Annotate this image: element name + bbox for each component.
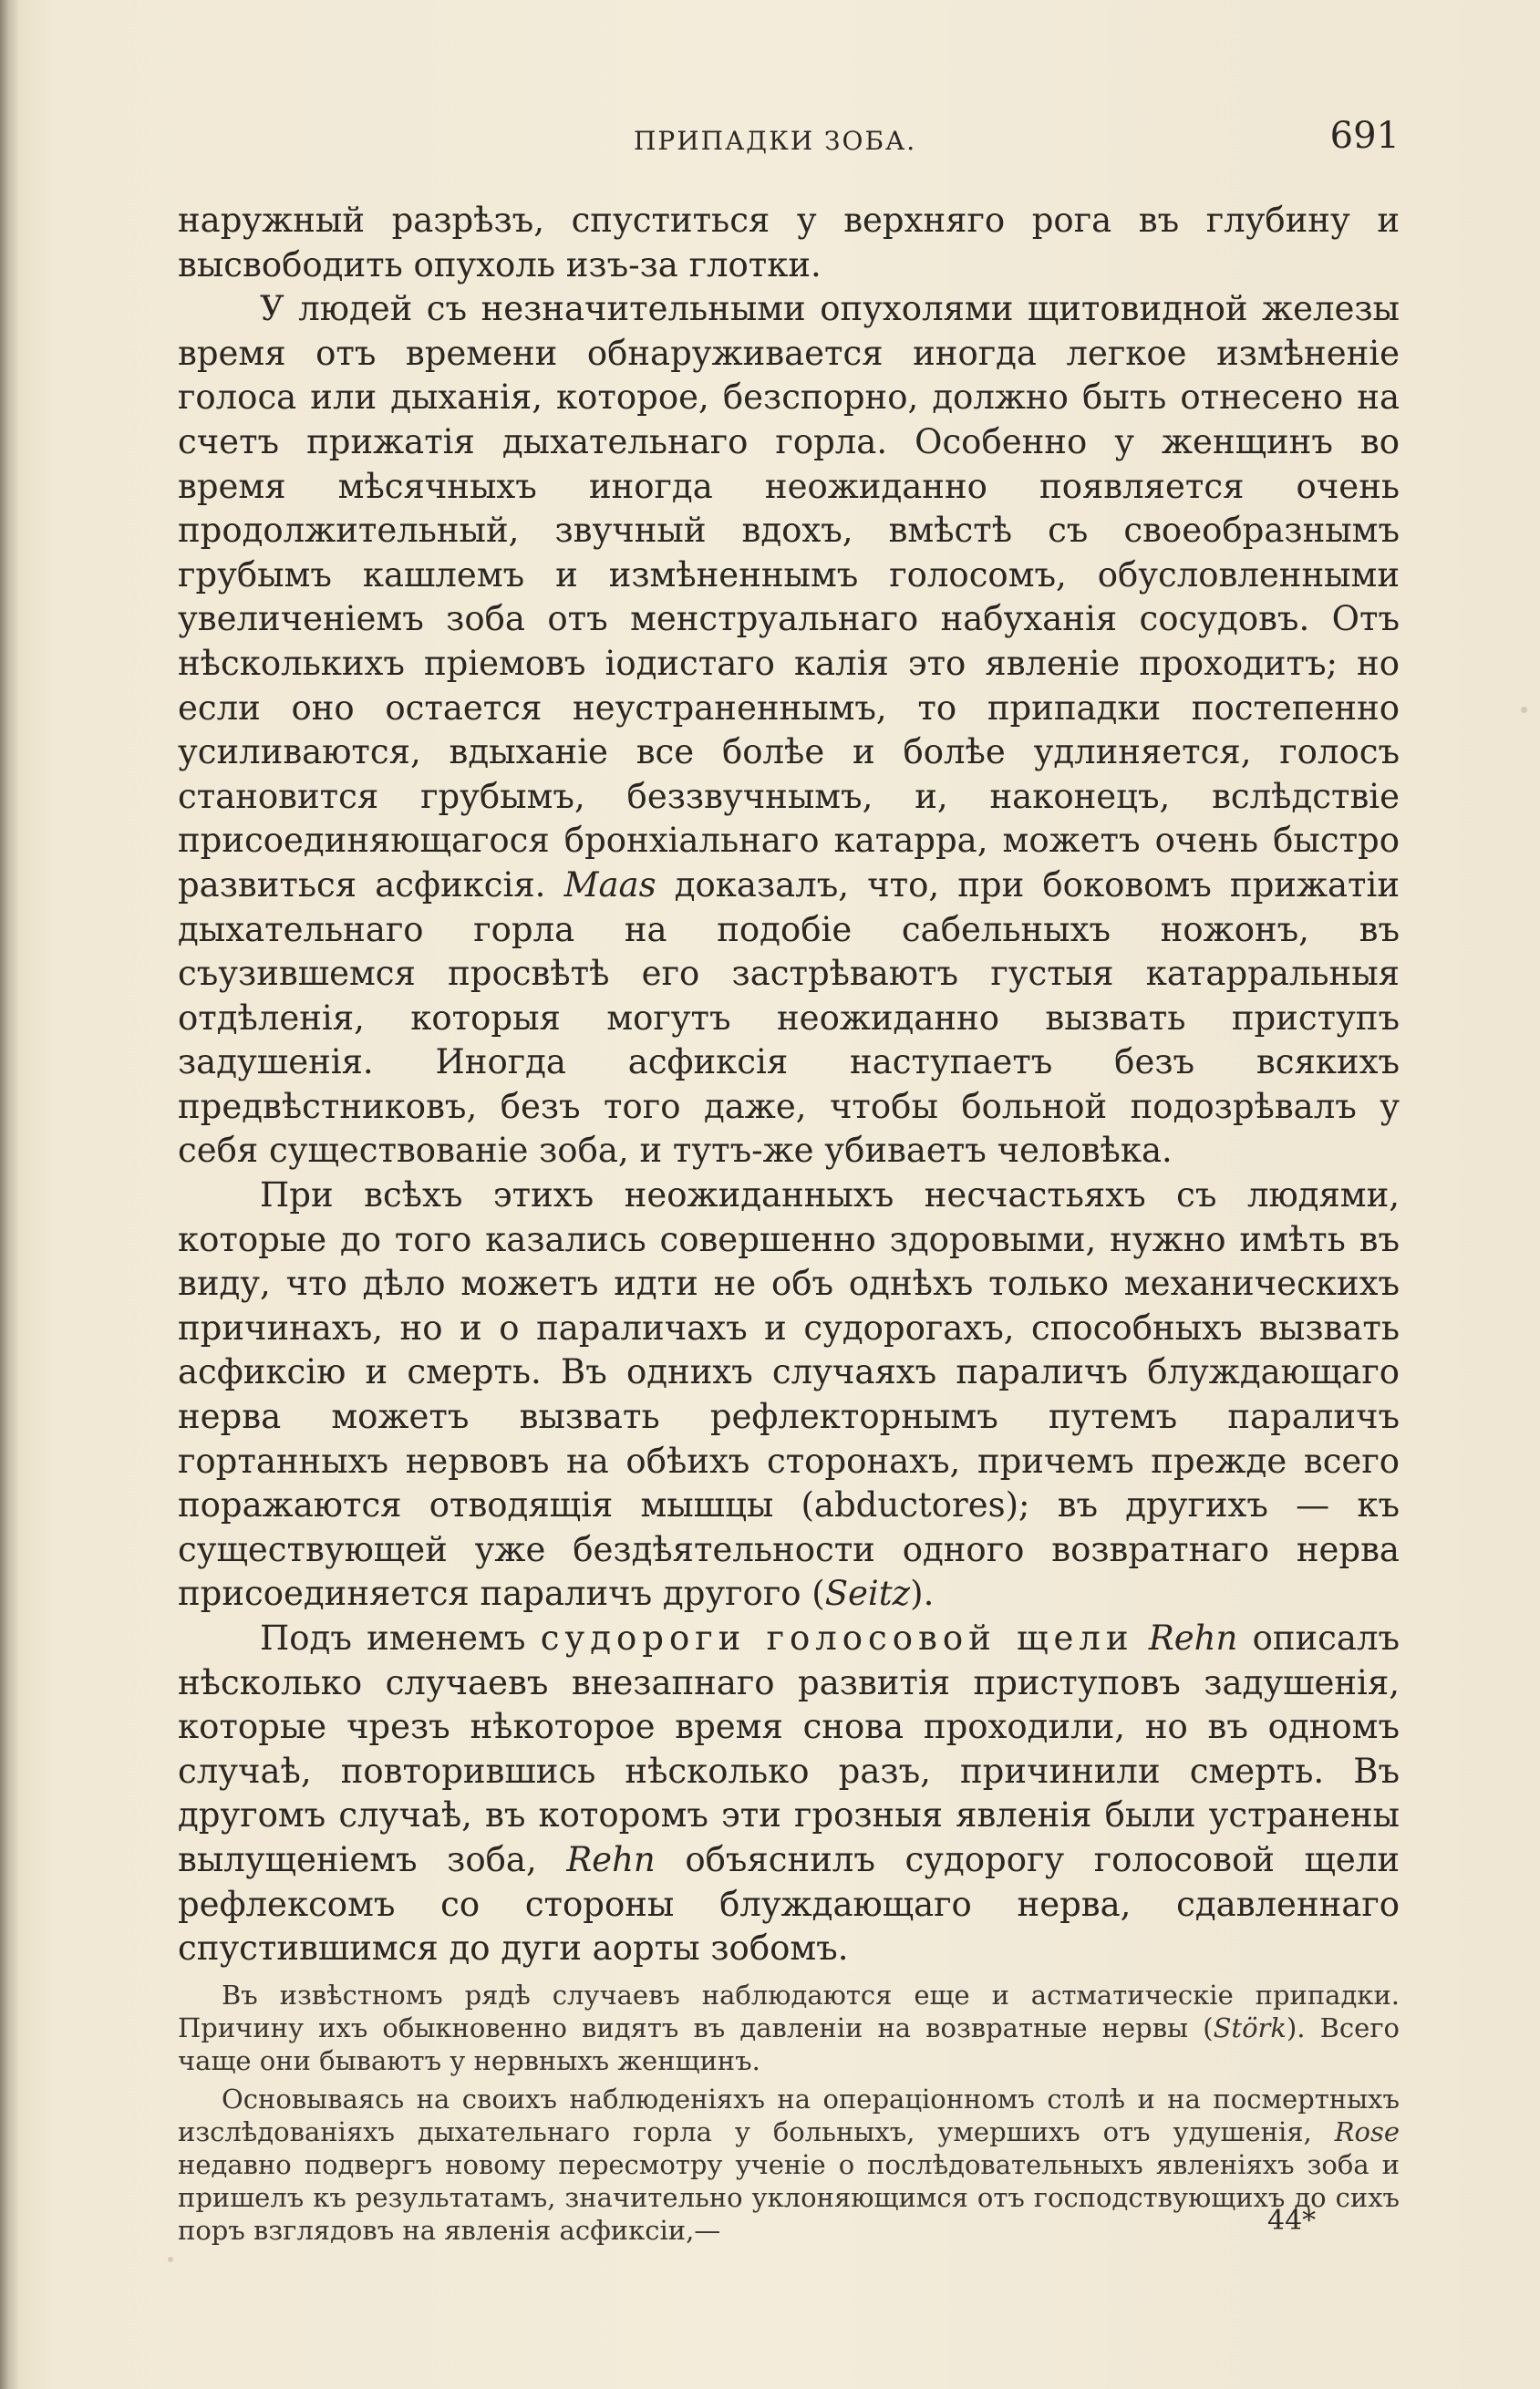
note-1-text: Въ извѣстномъ рядѣ случаевъ наблюдаются еще и астматическіе припадки. Причину ихъ обыкновенно видятъ въ давленіи на возвратные нервы (	[178, 1980, 1400, 2043]
paper-spot	[168, 2257, 173, 2262]
author-name-rehn-2: Rehn	[566, 1839, 656, 1879]
signature-mark: 44*	[1267, 2205, 1317, 2237]
paragraph-3-tail: ).	[910, 1574, 935, 1614]
paragraph-2-text: У людей съ незначительными опухолями щитовидной железы время отъ времени обнаруживается иногда легкое измѣненіе голоса или дыханія, которое, безспорно, должно быть отнесено на счетъ прижатія дыхательнаго горла. Особенно у женщинъ во время мѣсячныхъ иногда неожиданно появляется очень продолжительный, звучный вдохъ, вмѣстѣ съ своеобразнымъ грубымъ кашлемъ и измѣненнымъ голосомъ, обусловленными увеличеніемъ зоба отъ менструальнаго набуханія сосудовъ. Отъ нѣсколькихъ пріемовъ іодистаго калія это явленіе проходитъ; но если оно остается неустраненнымъ, то припадки постепенно усиливаются, вдыханіе все болѣе и болѣе удлиняется, голосъ становится грубымъ, беззвучнымъ, и, наконецъ, вслѣдствіе присоединяющагося бронхіальнаго катарра, можетъ очень быстро развиться асфиксія.	[178, 289, 1400, 905]
author-name-rehn: Rehn	[1148, 1619, 1238, 1658]
note-1	[178, 1979, 1400, 2077]
paragraph-2	[178, 287, 1400, 1174]
author-name-stork: Störk	[1213, 2012, 1287, 2043]
paragraph-1	[178, 199, 1400, 287]
paragraph-1-text: наружный разрѣзъ, спуститься у верхняго рога въ глубину и высвободить опухоль изъ-за глотки.	[178, 201, 1400, 284]
paper-spot	[1521, 707, 1527, 713]
paragraph-4-space	[1134, 1619, 1149, 1658]
note-2	[178, 2083, 1400, 2247]
note-2-tail: недавно подвергъ новому пересмотру ученіе о послѣдовательныхъ явленіяхъ зоба и пришелъ къ результатамъ, значительно уклоняющимся отъ господствующихъ до сихъ поръ взглядовъ на явленія асфиксіи,—	[178, 2149, 1400, 2246]
paragraph-3	[178, 1174, 1400, 1617]
note-1-tail: ). Всего чаще они бываютъ у нервныхъ женщинъ.	[178, 2012, 1400, 2076]
paragraph-4-end: объяснилъ судорогу голосовой щели рефлексомъ со стороны блуждающаго нерва, сдавленнаго спустившимся до дуги аорты зобомъ.	[178, 1839, 1400, 1969]
paragraph-2-continuation: доказалъ, что, при боковомъ прижатіи дыхательнаго горла на подобіе сабельныхъ ножонъ, въ съузившемся просвѣтѣ его застрѣваютъ густыя катарральныя отдѣленія, которыя могутъ неожиданно вызвать приступъ задушенія. Иногда асфиксія наступаетъ безъ всякихъ предвѣстниковъ, безъ того даже, чтобы больной подозрѣвалъ у себя существованіе зоба, и тутъ-же убиваетъ человѣка.	[178, 864, 1400, 1171]
running-title: ПРИПАДКИ ЗОБА.	[634, 126, 917, 156]
page-edge-shadow	[0, 0, 20, 2389]
spaced-term: судороги голосовой щели	[540, 1619, 1134, 1658]
page-number: 691	[1329, 115, 1400, 157]
paragraph-4-text: Подъ именемъ	[260, 1619, 541, 1658]
small-print-notes	[178, 1979, 1400, 2252]
page-header	[178, 108, 1400, 171]
author-name-maas: Maas	[563, 864, 656, 905]
paragraph-3-text: При всѣхъ этихъ неожиданныхъ несчастьяхъ съ людями, которые до того казались совершенно здоровыми, нужно имѣть въ виду, что дѣло можетъ идти не объ однѣхъ только механическихъ причинахъ, но и о параличахъ и судорогахъ, способныхъ вызвать асфиксію и смерть. Въ однихъ случаяхъ параличъ блуждающаго нерва можетъ вызвать рефлекторнымъ путемъ параличъ гортанныхъ нервовъ на обѣихъ сторонахъ, причемъ прежде всего поражаются отводящія мышцы (abductores); въ другихъ — къ существующей уже бездѣятельности одного возвратнаго нерва присоединяется параличъ другого (	[178, 1175, 1400, 1614]
author-name-rose: Rose	[1334, 2116, 1400, 2147]
paragraph-4	[178, 1617, 1400, 1971]
main-text	[178, 199, 1400, 1971]
author-name-seitz: Seitz	[824, 1574, 911, 1614]
note-2-text: Основываясь на своихъ наблюденіяхъ на операціонномъ столѣ и на посмертныхъ изслѣдованіяхъ дыхательнаго горла у больныхъ, умершихъ отъ удушенія,	[178, 2084, 1400, 2147]
paragraph-4-continuation: описалъ нѣсколько случаевъ внезапнаго развитія приступовъ задушенія, которые чрезъ нѣкоторое время снова проходили, но въ одномъ случаѣ, повторившись нѣсколько разъ, причинили смерть. Въ другомъ случаѣ, въ которомъ эти грозныя явленія были устранены вылущеніемъ зоба,	[178, 1619, 1400, 1879]
